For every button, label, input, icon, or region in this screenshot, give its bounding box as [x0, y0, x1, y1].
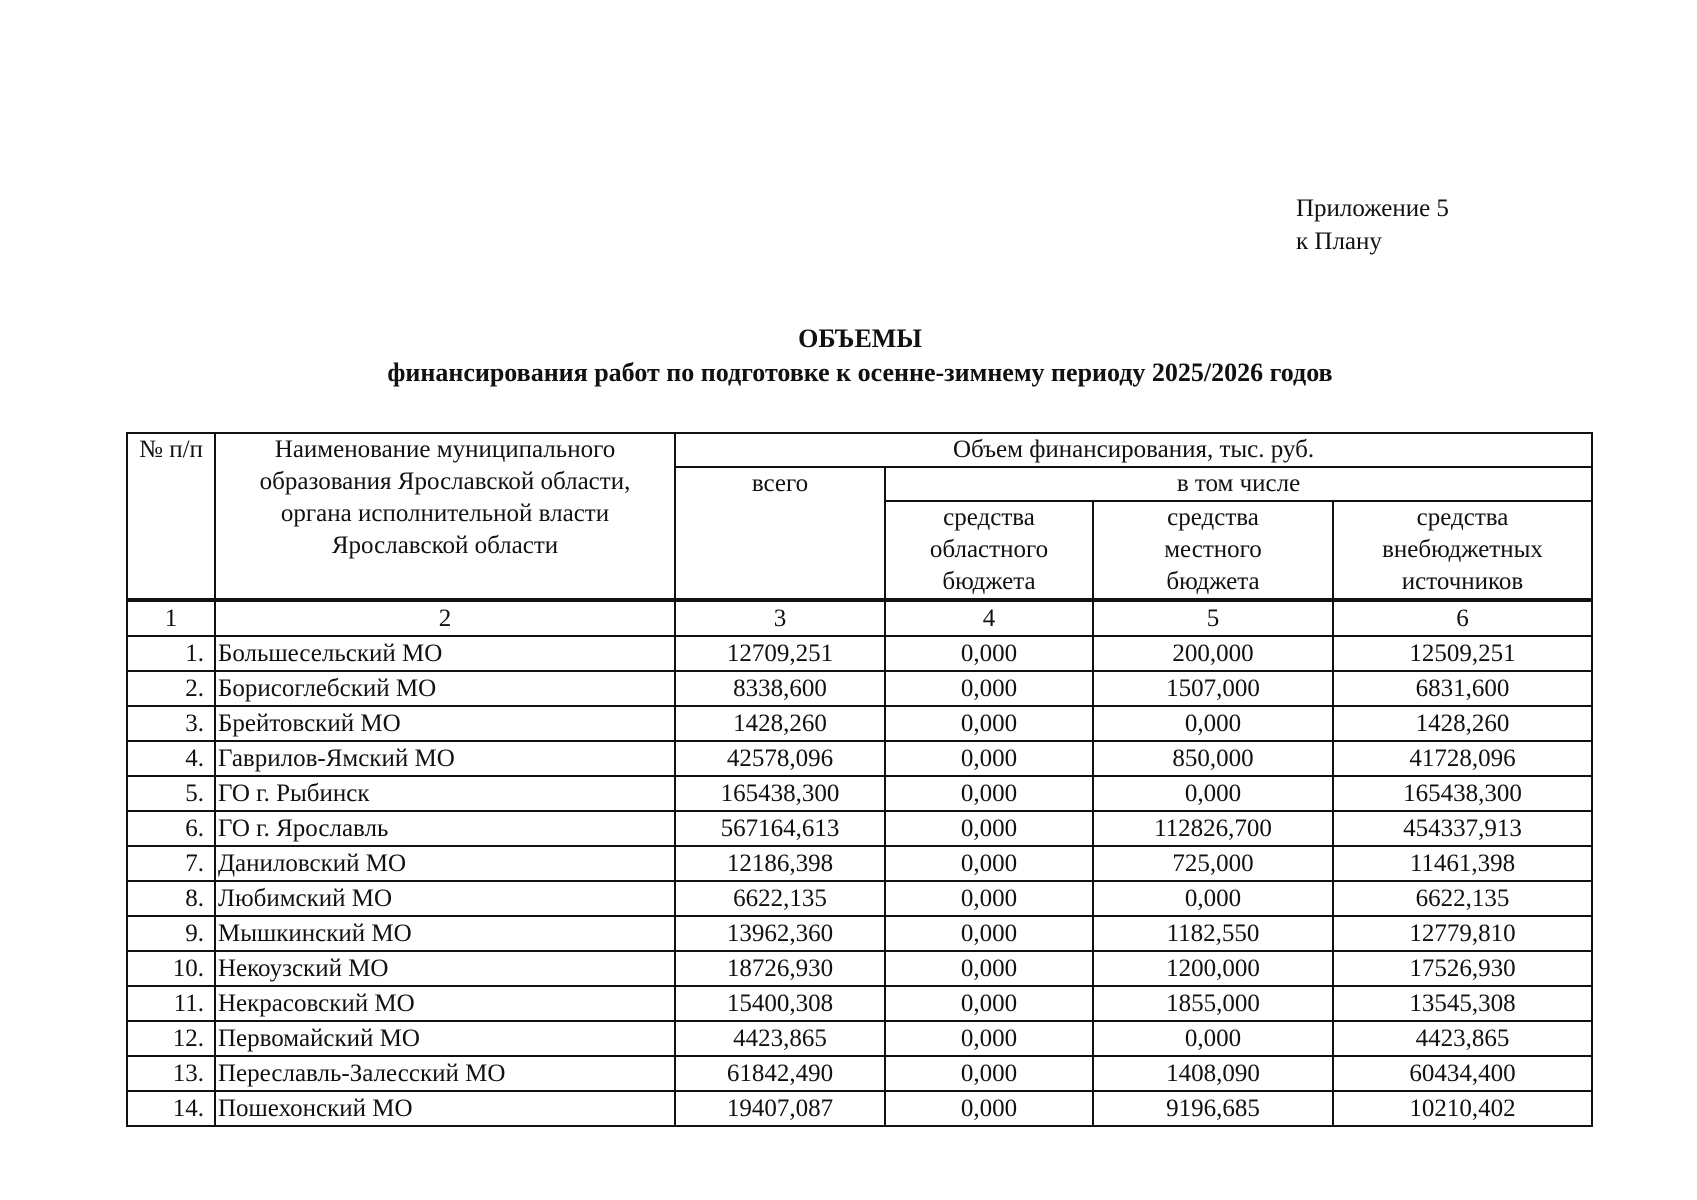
header-total: всего [675, 467, 885, 600]
row-number: 12. [127, 1021, 215, 1056]
row-regional: 0,000 [885, 1021, 1093, 1056]
table-row [127, 1091, 1592, 1126]
row-total: 19407,087 [675, 1091, 885, 1126]
column-number-row [127, 600, 1592, 636]
row-extrabudget: 6622,135 [1333, 881, 1592, 916]
header-name: Наименование муниципального образования Ярославской области, органа исполнительной власти Ярославской области [215, 433, 675, 600]
financing-table [126, 432, 1593, 1127]
row-number: 1. [127, 636, 215, 671]
row-local: 1855,000 [1093, 986, 1333, 1021]
table-row [127, 1056, 1592, 1091]
row-total: 4423,865 [675, 1021, 885, 1056]
row-number: 2. [127, 671, 215, 706]
row-local: 850,000 [1093, 741, 1333, 776]
row-regional: 0,000 [885, 706, 1093, 741]
table-row [127, 741, 1592, 776]
row-total: 18726,930 [675, 951, 885, 986]
row-local: 200,000 [1093, 636, 1333, 671]
row-extrabudget: 13545,308 [1333, 986, 1592, 1021]
table-row [127, 811, 1592, 846]
row-regional: 0,000 [885, 1056, 1093, 1091]
row-name: Первомайский МО [215, 1021, 675, 1056]
row-local: 0,000 [1093, 881, 1333, 916]
row-extrabudget: 454337,913 [1333, 811, 1592, 846]
header-volume: Объем финансирования, тыс. руб. [675, 433, 1592, 467]
row-total: 165438,300 [675, 776, 885, 811]
row-name: ГО г. Рыбинск [215, 776, 675, 811]
row-number: 3. [127, 706, 215, 741]
row-local: 1200,000 [1093, 951, 1333, 986]
row-name: Брейтовский МО [215, 706, 675, 741]
row-number: 9. [127, 916, 215, 951]
row-number: 10. [127, 951, 215, 986]
row-total: 13962,360 [675, 916, 885, 951]
header-regional: средства областного бюджета [885, 501, 1093, 600]
row-number: 8. [127, 881, 215, 916]
row-regional: 0,000 [885, 671, 1093, 706]
row-regional: 0,000 [885, 776, 1093, 811]
row-local: 112826,700 [1093, 811, 1333, 846]
row-total: 15400,308 [675, 986, 885, 1021]
header-including: в том числе [885, 467, 1592, 501]
row-extrabudget: 10210,402 [1333, 1091, 1592, 1126]
row-regional: 0,000 [885, 636, 1093, 671]
row-regional: 0,000 [885, 1091, 1093, 1126]
row-total: 8338,600 [675, 671, 885, 706]
row-local: 1507,000 [1093, 671, 1333, 706]
row-extrabudget: 165438,300 [1333, 776, 1592, 811]
row-regional: 0,000 [885, 881, 1093, 916]
column-number: 1 [127, 600, 215, 636]
row-extrabudget: 12509,251 [1333, 636, 1592, 671]
column-number: 4 [885, 600, 1093, 636]
row-regional: 0,000 [885, 986, 1093, 1021]
row-regional: 0,000 [885, 741, 1093, 776]
row-name: Гаврилов-Ямский МО [215, 741, 675, 776]
row-extrabudget: 12779,810 [1333, 916, 1592, 951]
appendix-line-1: Приложение 5 [1296, 195, 1449, 222]
row-total: 12709,251 [675, 636, 885, 671]
row-number: 14. [127, 1091, 215, 1126]
row-name: Пошехонский МО [215, 1091, 675, 1126]
row-extrabudget: 11461,398 [1333, 846, 1592, 881]
row-name: Даниловский МО [215, 846, 675, 881]
table-row [127, 776, 1592, 811]
title-heading: ОБЪЕМЫ [798, 324, 922, 353]
row-number: 5. [127, 776, 215, 811]
row-local: 0,000 [1093, 706, 1333, 741]
header-local: средства местного бюджета [1093, 501, 1333, 600]
table-row [127, 986, 1592, 1021]
row-local: 9196,685 [1093, 1091, 1333, 1126]
row-name: Переславль-Залесский МО [215, 1056, 675, 1091]
row-regional: 0,000 [885, 916, 1093, 951]
table-row [127, 636, 1592, 671]
row-extrabudget: 41728,096 [1333, 741, 1592, 776]
row-regional: 0,000 [885, 811, 1093, 846]
header-num: № п/п [127, 433, 215, 600]
row-name: Любимский МО [215, 881, 675, 916]
row-total: 6622,135 [675, 881, 885, 916]
row-total: 42578,096 [675, 741, 885, 776]
appendix-note [1296, 192, 1449, 258]
document-title [0, 322, 1697, 390]
row-total: 1428,260 [675, 706, 885, 741]
table-row [127, 706, 1592, 741]
row-total: 61842,490 [675, 1056, 885, 1091]
row-name: Некрасовский МО [215, 986, 675, 1021]
row-local: 0,000 [1093, 1021, 1333, 1056]
row-number: 6. [127, 811, 215, 846]
header-extrabudget: средства внебюджетных источников [1333, 501, 1592, 600]
column-number: 3 [675, 600, 885, 636]
row-local: 725,000 [1093, 846, 1333, 881]
row-number: 13. [127, 1056, 215, 1091]
row-regional: 0,000 [885, 951, 1093, 986]
row-extrabudget: 6831,600 [1333, 671, 1592, 706]
row-local: 1408,090 [1093, 1056, 1333, 1091]
table-row [127, 1021, 1592, 1056]
row-name: Мышкинский МО [215, 916, 675, 951]
table-row [127, 951, 1592, 986]
row-name: Борисоглебский МО [215, 671, 675, 706]
table-row [127, 916, 1592, 951]
row-extrabudget: 1428,260 [1333, 706, 1592, 741]
appendix-line-2: к Плану [1296, 228, 1382, 255]
row-local: 1182,550 [1093, 916, 1333, 951]
row-name: ГО г. Ярославль [215, 811, 675, 846]
table-row [127, 881, 1592, 916]
row-local: 0,000 [1093, 776, 1333, 811]
row-number: 7. [127, 846, 215, 881]
table-row [127, 846, 1592, 881]
row-regional: 0,000 [885, 846, 1093, 881]
row-name: Некоузский МО [215, 951, 675, 986]
row-extrabudget: 17526,930 [1333, 951, 1592, 986]
column-number: 6 [1333, 600, 1592, 636]
row-total: 12186,398 [675, 846, 885, 881]
row-name: Большесельский МО [215, 636, 675, 671]
column-number: 5 [1093, 600, 1333, 636]
table-row [127, 671, 1592, 706]
row-extrabudget: 4423,865 [1333, 1021, 1592, 1056]
row-extrabudget: 60434,400 [1333, 1056, 1592, 1091]
column-number: 2 [215, 600, 675, 636]
row-number: 11. [127, 986, 215, 1021]
row-number: 4. [127, 741, 215, 776]
title-subheading: финансирования работ по подготовке к осенне-зимнему периоду 2025/2026 годов [387, 358, 1333, 387]
row-total: 567164,613 [675, 811, 885, 846]
